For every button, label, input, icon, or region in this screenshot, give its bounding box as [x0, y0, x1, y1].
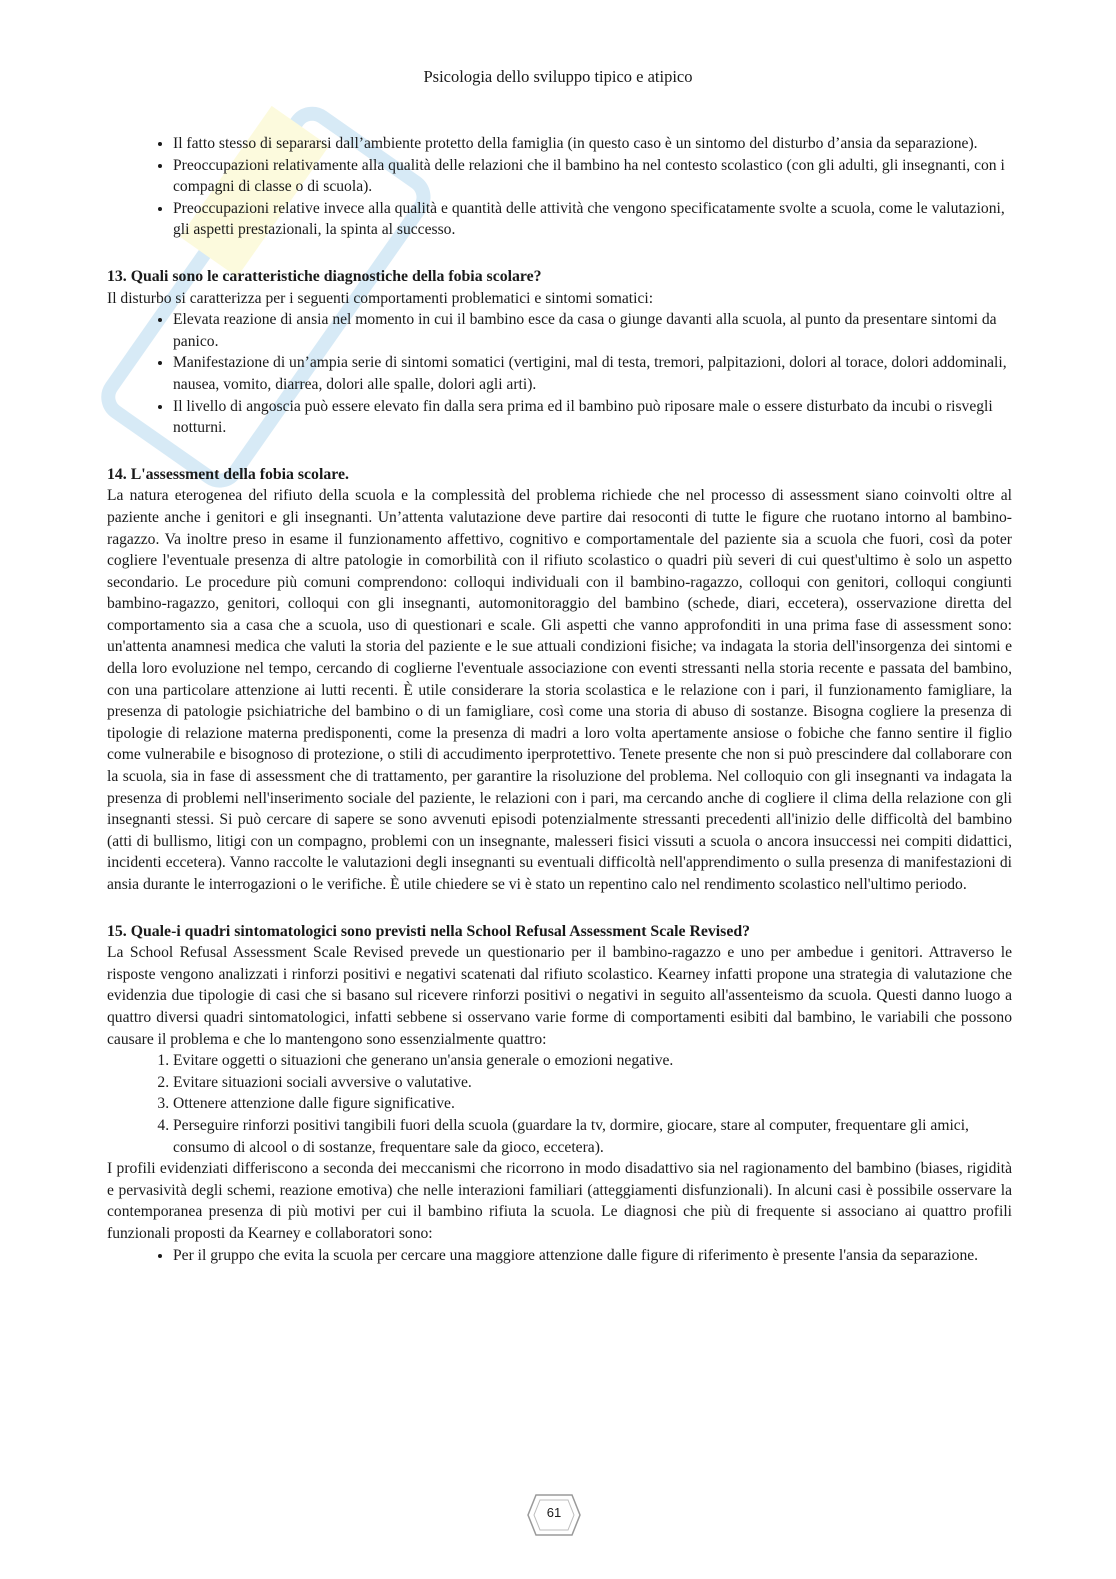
section-15-heading: 15. Quale-i quadri sintomatologici sono previsti nella School Refusal Assessment Scale Revised? [107, 922, 751, 940]
section-15-bullet-list [107, 1245, 1012, 1267]
section-14-body: La natura eterogenea del rifiuto della scuola e la complessità del problema richiede che nel processo di assessment siano coinvolti oltre al paziente anche i genitori e gli insegnanti. Un’attenta valutazione deve partire dai resoconti di tutte le figure che ruotano intorno al bambino-ragazzo. Va inoltre preso in esame il funzionamento affettivo, cognitivo e comportamentale del paziente sia a scuola che fuori, così da poter cogliere l'eventuale presenza di altre patologie in comorbilità con il rifiuto scolastico o quadri più severi di cui quest'ultimo è solo un aspetto secondario. Le procedure più comuni comprendono: colloqui individuali con il bambino-ragazzo, colloqui con genitori, colloqui congiunti bambino-ragazzo, genitori, colloqui con gli insegnanti, automonitoraggio del bambino (schede, diari, eccetera), osservazione diretta del comportamento sia a casa che a scuola, uso di questionari e scale. Gli aspetti che vanno approfonditi in una prima fase di assessment sono: un'attenta anamnesi medica che valuti la storia del paziente e le sue attuali condizioni fisiche; va indagata la storia dell'insorgenza dei sintomi e della loro evoluzione nel tempo, cercando di coglierne l'eventuale associazione con eventi stressanti nella storia recente e passata del bambino, con una particolare attenzione ai lutti recenti. È utile considerare la storia scolastica e le relazione con i pari, il funzionamento famigliare, la presenza di patologie psichiatriche del bambino o di un famigliare, così come una storia di abuso di sostanze. Bisogna cogliere la presenza di tipologie di relazione materna predisponenti, come la presenza di madri a loro volta apertamente ansiose o fobiche che fanno sentire il figlio come vulnerabile e bisognoso di protezione, o stili di accudimento iperprotettivo. Tenete presente che non si può prescindere dal collaborare con la scuola, sia in fase di assessment che di trattamento, per garantire la risoluzione del problema. Nel colloquio con gli insegnanti va indagata la presenza di problemi nell'inserimento sociale del paziente, le relazioni con i pari, ma cercando anche di cogliere il clima della relazione con gli insegnanti stessi. Si può cercare di sapere se sono avvenuti episodi potenzialmente stressanti precedenti all'inizio delle difficoltà del bambino (atti di bullismo, litigi con un compagno, problemi con un insegnante, malesseri fisici vissuti a scuola o ancora insuccessi nei compiti didattici, incidenti eccetera). Vanno raccolte le valutazioni degli insegnanti su eventuali difficoltà nell'apprendimento o sulla presenza di manifestazioni di ansia durante le interrogazioni o le verifiche. È utile chiedere se vi è stato un repentino calo nel rendimento scolastico nell'ultimo periodo. [107, 487, 1012, 893]
list-item: 1. Evitare oggetti o situazioni che generano un'ansia generale o emozioni negative. [173, 1050, 1012, 1072]
page-number: 61 [546, 1505, 562, 1520]
list-item: 3. Ottenere attenzione dalle figure significative. [173, 1093, 1012, 1115]
list-item: • Manifestazione di un’ampia serie di sintomi somatici (vertigini, mal di testa, tremori, palpitazioni, dolori al torace, dolori addominali, nausea, vomito, diarrea, dolori alle spalle, dolori agli arti). [173, 352, 1012, 395]
intro-bullet-list [107, 133, 1012, 241]
list-item: • Per il gruppo che evita la scuola per cercare una maggiore attenzione dalle figure di riferimento è presente l'ansia da separazione. [173, 1245, 1012, 1267]
list-item: 2. Evitare situazioni sociali avversive o valutative. [173, 1072, 1012, 1094]
list-item: • Preoccupazioni relativamente alla qualità delle relazioni che il bambino ha nel contesto scolastico (con gli adulti, gli insegnanti, con i compagni di classe o di scuola). [173, 155, 1012, 198]
section-15-body: La School Refusal Assessment Scale Revised prevede un questionario per il bambino-ragazzo e uno per ambedue i genitori. Attraverso le risposte vengono analizzati i rinforzi positivi e negativi scatenati dal rifiuto scolastico. Kearney infatti propone una strategia di valutazione che evidenzia due tipologie di casi che si basano sul ricevere rinforzi positivi o negativi in seguito all'assenteismo da scuola. Questi danno luogo a quattro diversi quadri sintomatologici, infatti sebbene si osservano varie forme di comportamenti esibiti dal bambino, le variabili che possono causare il problema e che lo mantengono sono essenzialmente quattro: [107, 944, 1012, 1048]
list-item: • Preoccupazioni relative invece alla qualità e quantità delle attività che vengono specificatamente svolte a scuola, come le valutazioni, gli aspetti prestazionali, la spinta al successo. [173, 198, 1012, 241]
section-13-heading: 13. Quali sono le caratteristiche diagnostiche della fobia scolare? [107, 267, 542, 285]
list-item: 4. Perseguire rinforzi positivi tangibili fuori della scuola (guardare la tv, dormire, giocare, stare al computer, frequentare gli amici, consumo di alcool o di sostanze, frequentare sale da gioco, eccetera). [173, 1115, 1012, 1158]
section-15-numbered-list [107, 1050, 1012, 1158]
list-item: • Elevata reazione di ansia nel momento in cui il bambino esce da casa o giunge davanti alla scuola, al punto da presentare sintomi da panico. [173, 309, 1012, 352]
section-15-body-2: I profili evidenziati differiscono a seconda dei meccanismi che ricorrono in modo disadattivo sia nel ragionamento del bambino (biases, rigidità e pervasività degli schemi, reazione emotiva) che nelle interazioni familiari (atteggiamenti disfunzionali). In alcuni casi è possibile osservare la contemporanea presenza di più motivi per cui il bambino rifiuta la scuola. Le diagnosi che più di frequente si associano ai quattro profili funzionali proposti da Kearney e collaboratori sono: [107, 1160, 1012, 1242]
list-item: • Il livello di angoscia può essere elevato fin dalla sera prima ed il bambino può riposare male o essere disturbato da incubi o risvegli notturni. [173, 396, 1012, 439]
list-item: • Il fatto stesso di separarsi dall’ambiente protetto della famiglia (in questo caso è un sintomo del disturbo d’ansia da separazione). [173, 133, 1012, 155]
section-13-intro: Il disturbo si caratterizza per i seguenti comportamenti problematici e sintomi somatici: [107, 289, 654, 307]
page-content [107, 133, 1012, 1266]
section-13-bullet-list [107, 309, 1012, 439]
section-14-heading: 14. L'assessment della fobia scolare. [107, 465, 349, 483]
page-header: Psicologia dello sviluppo tipico e atipico [423, 67, 693, 86]
